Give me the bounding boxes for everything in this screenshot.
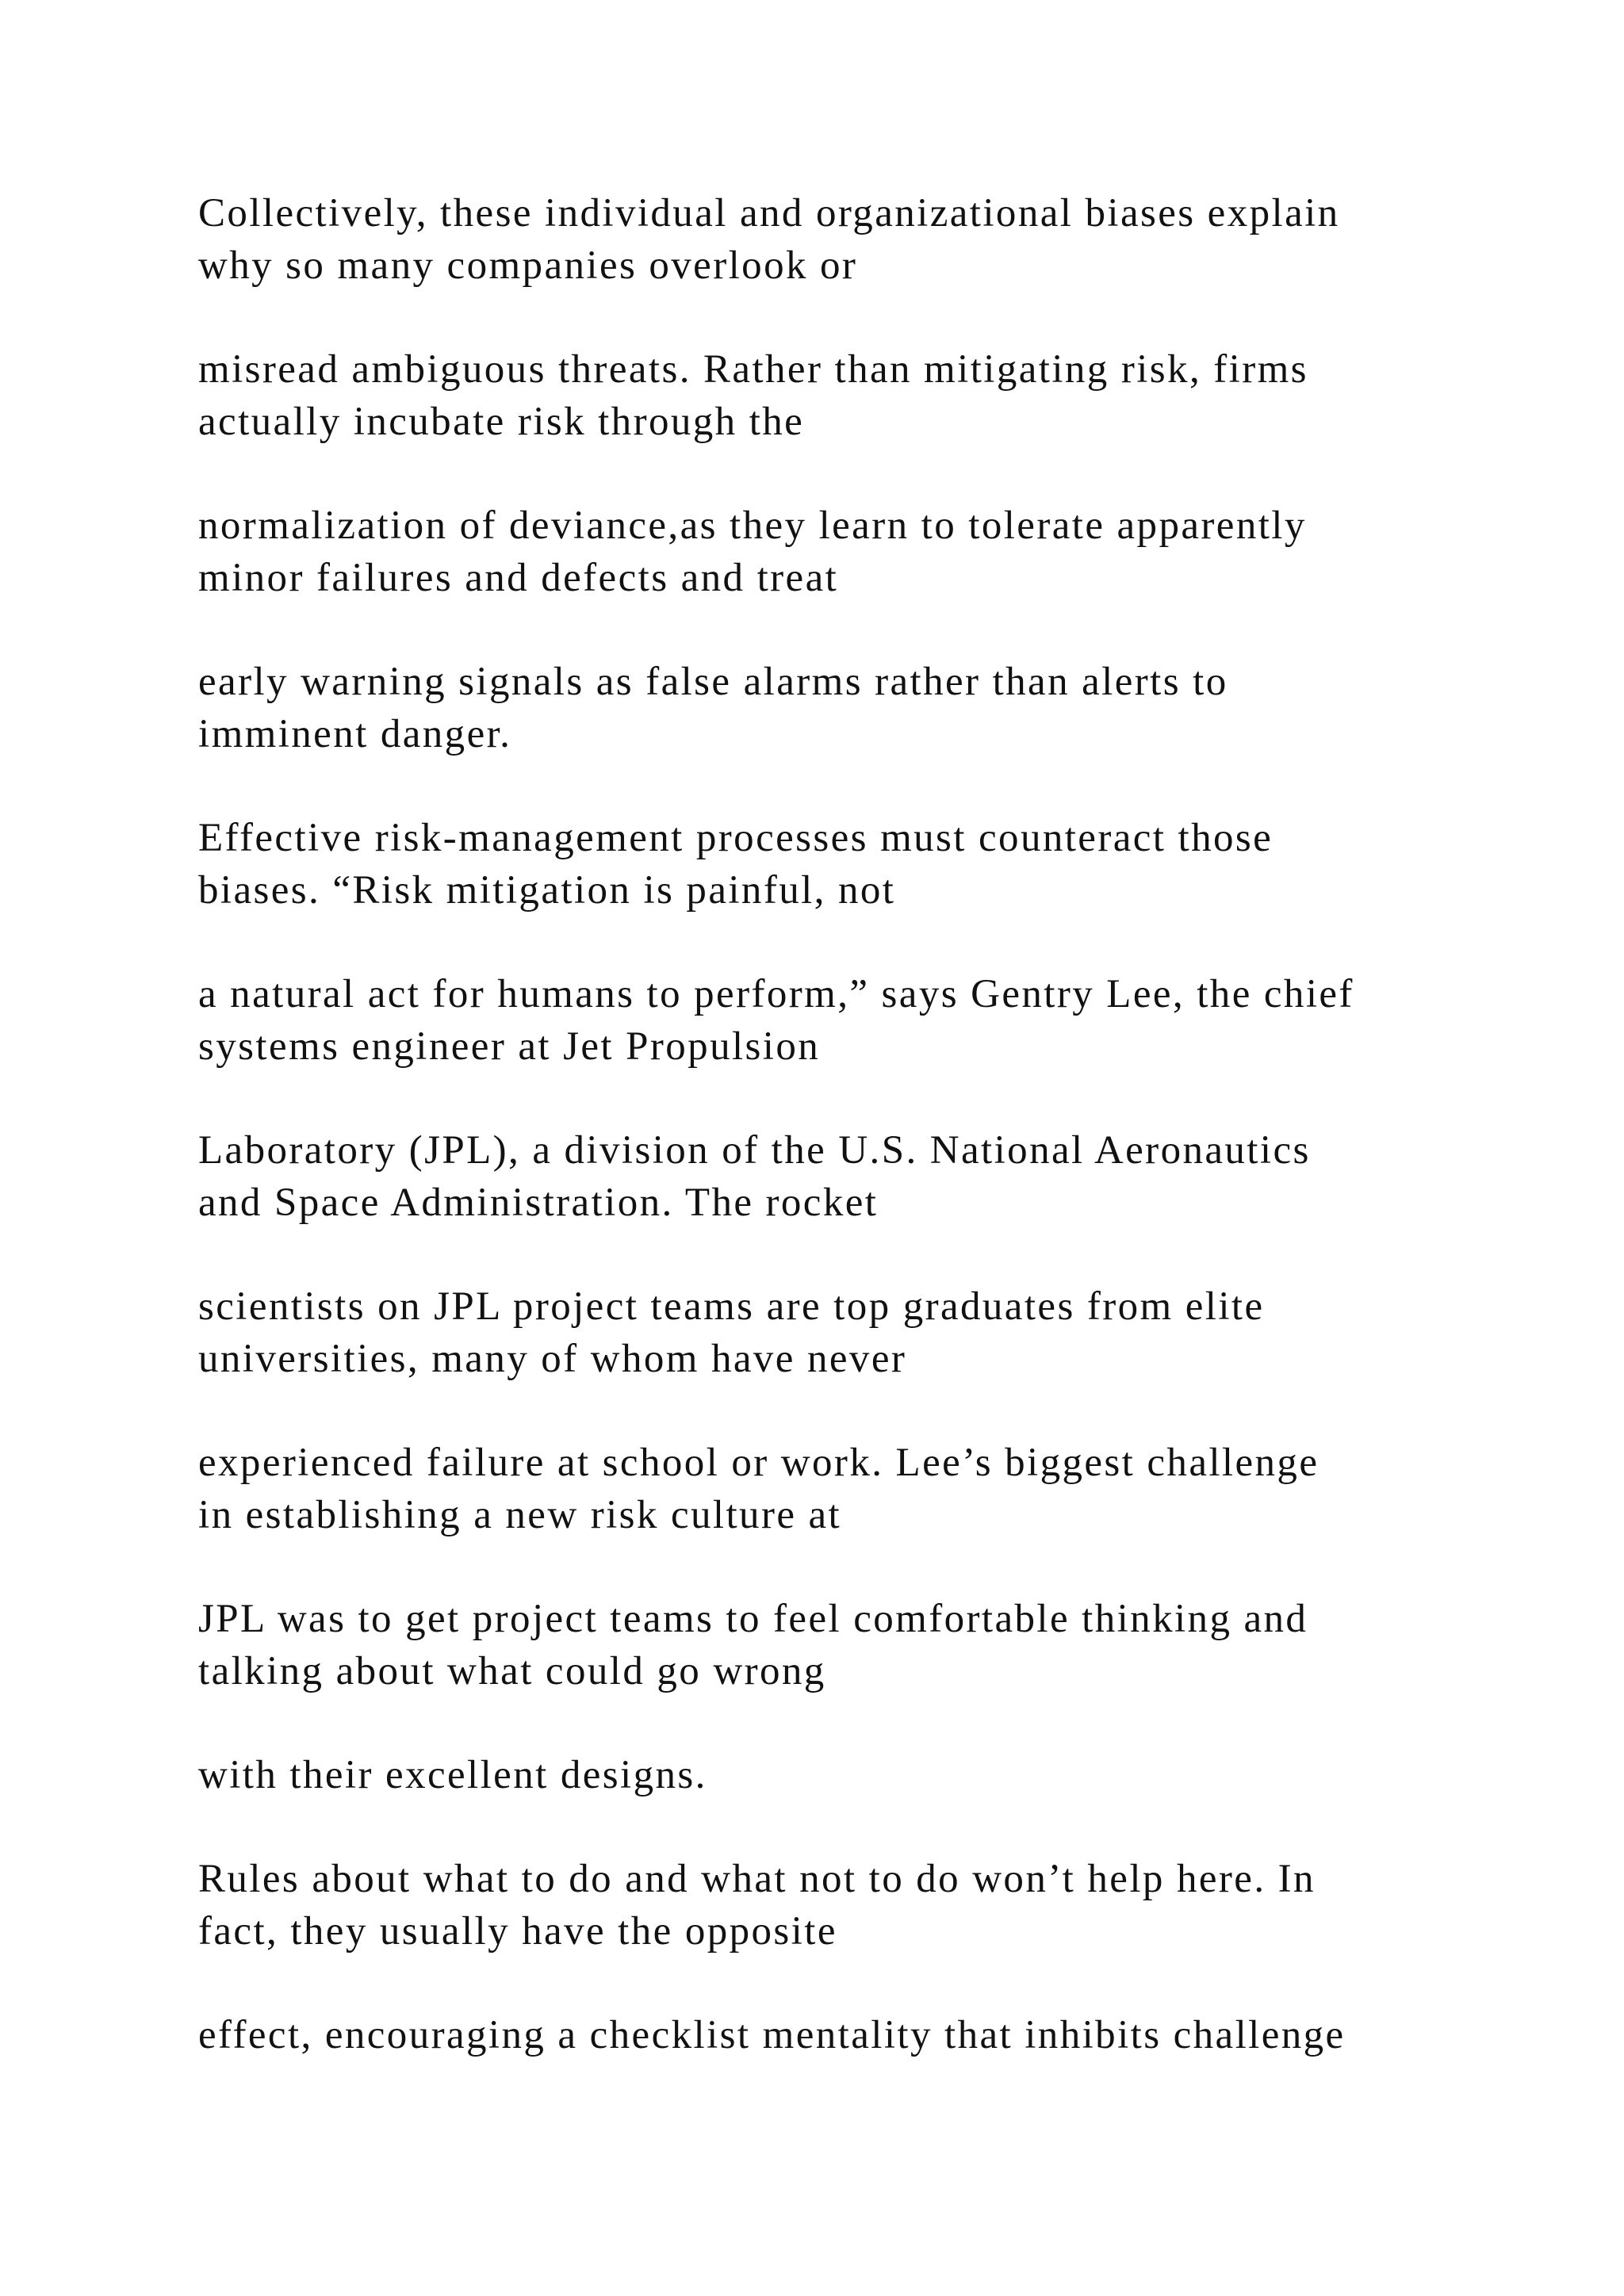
text-line: systems engineer at Jet Propulsion (198, 1024, 821, 1069)
text-line: why so many companies overlook or (198, 243, 858, 288)
paragraph (198, 1593, 1507, 1697)
text-line: Collectively, these individual and organizational biases explain (198, 191, 1340, 235)
text-line: Laboratory (JPL), a division of the U.S. National Aeronautics (198, 1128, 1311, 1173)
paragraph (198, 656, 1507, 760)
paragraph (198, 2009, 1507, 2061)
paragraph (198, 968, 1507, 1073)
text-line: talking about what could go wrong (198, 1649, 826, 1693)
text-line: universities, many of whom have never (198, 1337, 907, 1381)
text-line: JPL was to get project teams to feel comfortable thinking and (198, 1597, 1308, 1641)
text-line: normalization of deviance,as they learn to tolerate apparently (198, 503, 1307, 548)
text-line: Effective risk-management processes must counteract those (198, 816, 1274, 860)
text-line: effect, encouraging a checklist mentality that inhibits challenge (198, 2013, 1346, 2057)
paragraph (198, 1853, 1507, 1957)
paragraph (198, 343, 1507, 448)
text-line: fact, they usually have the opposite (198, 1909, 837, 1954)
paragraph (198, 1749, 1507, 1801)
text-line: Rules about what to do and what not to do won’t help here. In (198, 1857, 1316, 1901)
text-line: scientists on JPL project teams are top graduates from elite (198, 1284, 1265, 1329)
text-line: actually incubate risk through the (198, 400, 805, 444)
paragraph (198, 1124, 1507, 1229)
text-line: imminent danger. (198, 712, 512, 756)
paragraph (198, 812, 1507, 916)
text-line: biases. “Risk mitigation is painful, not (198, 868, 896, 913)
paragraph (198, 1280, 1507, 1385)
text-line: a natural act for humans to perform,” says Gentry Lee, the chief (198, 972, 1354, 1016)
body-text (198, 187, 1507, 2061)
text-line: minor failures and defects and treat (198, 556, 839, 600)
text-line: misread ambiguous threats. Rather than mitigating risk, firms (198, 347, 1308, 392)
paragraph (198, 499, 1507, 604)
text-line: and Space Administration. The rocket (198, 1181, 879, 1225)
paragraph (198, 187, 1507, 292)
paragraph (198, 1437, 1507, 1541)
text-line: experienced failure at school or work. Lee’s biggest challenge (198, 1441, 1320, 1485)
text-line: in establishing a new risk culture at (198, 1493, 842, 1537)
text-line: with their excellent designs. (198, 1753, 707, 1797)
text-line: early warning signals as false alarms rather than alerts to (198, 660, 1228, 704)
